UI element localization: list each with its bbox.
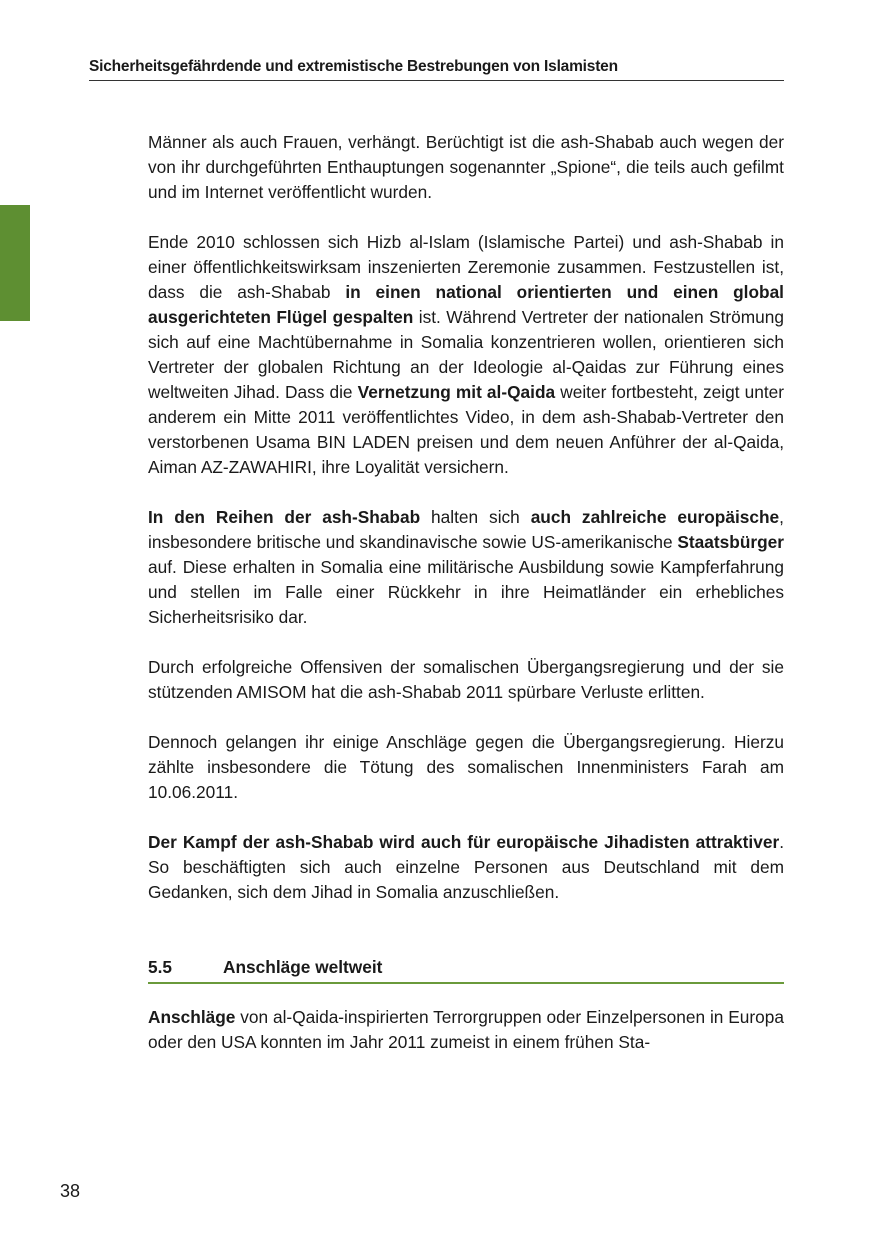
section-number: 5.5 xyxy=(148,957,173,977)
paragraph-group-top xyxy=(148,130,784,905)
text-run: Männer als auch Frauen, verhängt. Berüchtigt ist die ash-Shabab auch wegen der von ihr durchgeführten Enthauptungen sogenannter „Spione“, die teils auch gefilmt und im Internet veröffentlicht wurden. xyxy=(148,132,784,202)
bold-text: In den Reihen der ash-Shabab xyxy=(148,507,421,527)
running-head: Sicherheitsgefährdende und extremistische Bestrebungen von Islamisten xyxy=(89,58,784,81)
text-run: auf. Diese erhalten in Somalia eine militärische Ausbildung sowie Kampferfahrung und stellen im Falle einer Rückkehr in ihre Heimatländer ein erhebliches Sicherheitsrisiko dar. xyxy=(148,557,784,627)
paragraph xyxy=(148,730,784,805)
paragraph xyxy=(148,505,784,630)
text-run: Durch erfolgreiche Offensiven der somalischen Übergangsregierung und der sie stützenden AMISOM hat die ash-Shabab 2011 spürbare Verluste erlitten. xyxy=(148,657,784,702)
text-run: Dennoch gelangen ihr einige Anschläge gegen die Übergangsregierung. Hierzu zählte insbesondere die Tötung des somalischen Innenministers Farah am 10.06.2011. xyxy=(148,732,784,802)
text-run: , insbesondere britische und skandinavische sowie US-amerikanische xyxy=(148,507,784,552)
bold-text: auch zahlreiche europäische xyxy=(530,507,780,527)
bold-text: Anschläge xyxy=(148,1007,236,1027)
bold-text: Staatsbürger xyxy=(677,532,784,552)
text-run: ist. Während Vertreter der nationalen Strömung sich auf eine Machtübernahme in Somalia konzentrieren wollen, orientieren sich Vertreter der globalen Richtung an der Ideologie al-Qaidas zur Führung eines weltweiten Jihad. Dass die xyxy=(148,307,784,402)
chapter-tab-marker xyxy=(0,205,30,321)
bold-text: Der Kampf der ash-Shabab wird auch für europäische Jihadisten attraktiver xyxy=(148,832,780,852)
section-heading xyxy=(148,955,784,984)
text-run: von al-Qaida-inspirierten Terrorgruppen oder Einzelpersonen in Europa oder den USA konnten im Jahr 2011 zumeist in einem frühen Sta- xyxy=(148,1007,784,1052)
paragraph xyxy=(148,655,784,705)
paragraph xyxy=(148,230,784,480)
paragraph-group-bottom xyxy=(148,1005,784,1055)
paragraph xyxy=(148,1005,784,1055)
text-run: . So beschäftigten sich auch einzelne Personen aus Deutschland mit dem Gedanken, sich dem Jihad in Somalia anzuschließen. xyxy=(148,832,784,902)
text-run: Ende 2010 schlossen sich Hizb al-Islam (Islamische Partei) und ash-Shabab in einer öffentlichkeitswirksam inszenierten Zeremonie zusammen. Festzustellen ist, dass die ash-Shabab xyxy=(148,232,784,302)
text-run: halten sich xyxy=(420,507,531,527)
body-text xyxy=(148,130,784,1080)
page-number: 38 xyxy=(60,1181,81,1201)
text-run: weiter fortbesteht, zeigt unter anderem ein Mitte 2011 veröffentlichtes Video, in dem ash-Shabab-Vertreter den verstorbenen Usama BIN LADEN preisen und dem neuen Anführer der al-Qaida, Aiman AZ-ZAWAHIRI, ihre Loyalität versichern. xyxy=(148,382,784,477)
section-title: Anschläge weltweit xyxy=(223,957,383,977)
paragraph xyxy=(148,130,784,205)
bold-text: Vernetzung mit al-Qaida xyxy=(357,382,556,402)
paragraph xyxy=(148,830,784,905)
bold-text: in einen national orientierten und einen global ausgerichteten Flügel gespalten xyxy=(148,282,784,327)
